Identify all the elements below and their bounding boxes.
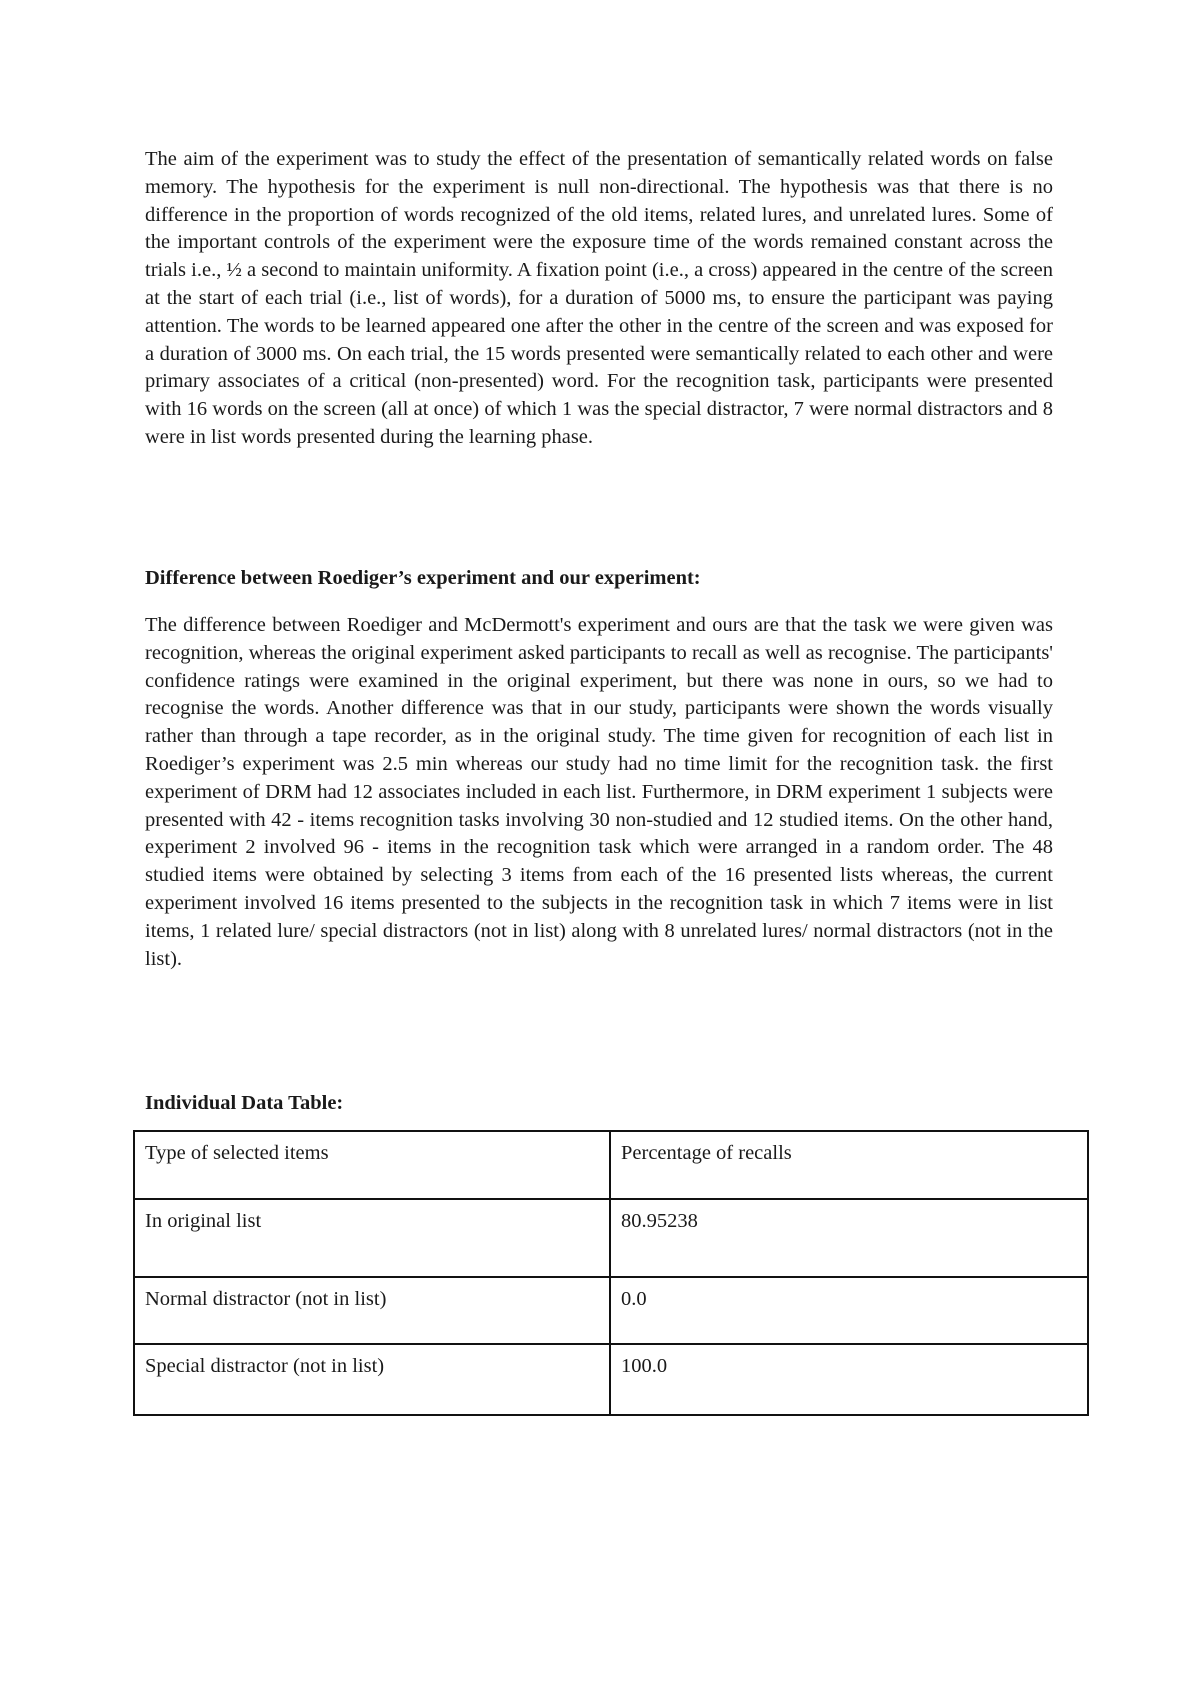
table-header-cell: Percentage of recalls (610, 1131, 1088, 1199)
individual-data-table (133, 1130, 1089, 1416)
table-cell-type: Normal distractor (not in list) (134, 1277, 610, 1344)
aim-paragraph: The aim of the experiment was to study the effect of the presentation of semantically related words on false memory. The hypothesis for the experiment is null non-directional. The hypothesis was that there is no difference in the proportion of words recognized of the old items, related lures, and unrelated lures. Some of the important controls of the experiment were the exposure time of the words remained constant across the trials i.e., ½ a second to maintain uniformity. A fixation point (i.e., a cross) appeared in the centre of the screen at the start of each trial (i.e., list of words), for a duration of 5000 ms, to ensure the participant was paying attention. The words to be learned appeared one after the other in the centre of the screen and was exposed for a duration of 3000 ms. On each trial, the 15 words presented were semantically related to each other and were primary associates of a critical (non-presented) word. For the recognition task, participants were presented with 16 words on the screen (all at once) of which 1 was the special distractor, 7 were normal distractors and 8 were in list words presented during the learning phase. (145, 148, 1053, 448)
table-cell-percentage: 80.95238 (610, 1199, 1088, 1277)
table-cell-percentage: 0.0 (610, 1277, 1088, 1344)
data-table-heading: Individual Data Table: (145, 1092, 344, 1114)
table-header-cell: Type of selected items (134, 1131, 610, 1199)
table-row (134, 1344, 1088, 1415)
table-cell-type: Special distractor (not in list) (134, 1344, 610, 1415)
difference-heading: Difference between Roediger’s experiment and our experiment: (145, 567, 701, 589)
table-header-row (134, 1131, 1088, 1199)
table-row (134, 1199, 1088, 1277)
difference-paragraph: The difference between Roediger and McDermott's experiment and ours are that the task we were given was recognition, whereas the original experiment asked participants to recall as well as recognise. The participants' confidence ratings were examined in the original experiment, but there was none in ours, so we had to recognise the words. Another difference was that in our study, participants were shown the words visually rather than through a tape recorder, as in the original study. The time given for recognition of each list in Roediger’s experiment was 2.5 min whereas our study had no time limit for the recognition task. the first experiment of DRM had 12 associates included in each list. Furthermore, in DRM experiment 1 subjects were presented with 42 - items recognition tasks involving 30 non-studied and 12 studied items. On the other hand, experiment 2 involved 96 - items in the recognition task which were arranged in a random order. The 48 studied items were obtained by selecting 3 items from each of the 16 presented lists whereas, the current experiment involved 16 items presented to the subjects in the recognition task in which 7 items were in list items, 1 related lure/ special distractors (not in list) along with 8 unrelated lures/ normal distractors (not in the list). (145, 614, 1053, 970)
table-row (134, 1277, 1088, 1344)
table-cell-type: In original list (134, 1199, 610, 1277)
table-cell-percentage: 100.0 (610, 1344, 1088, 1415)
